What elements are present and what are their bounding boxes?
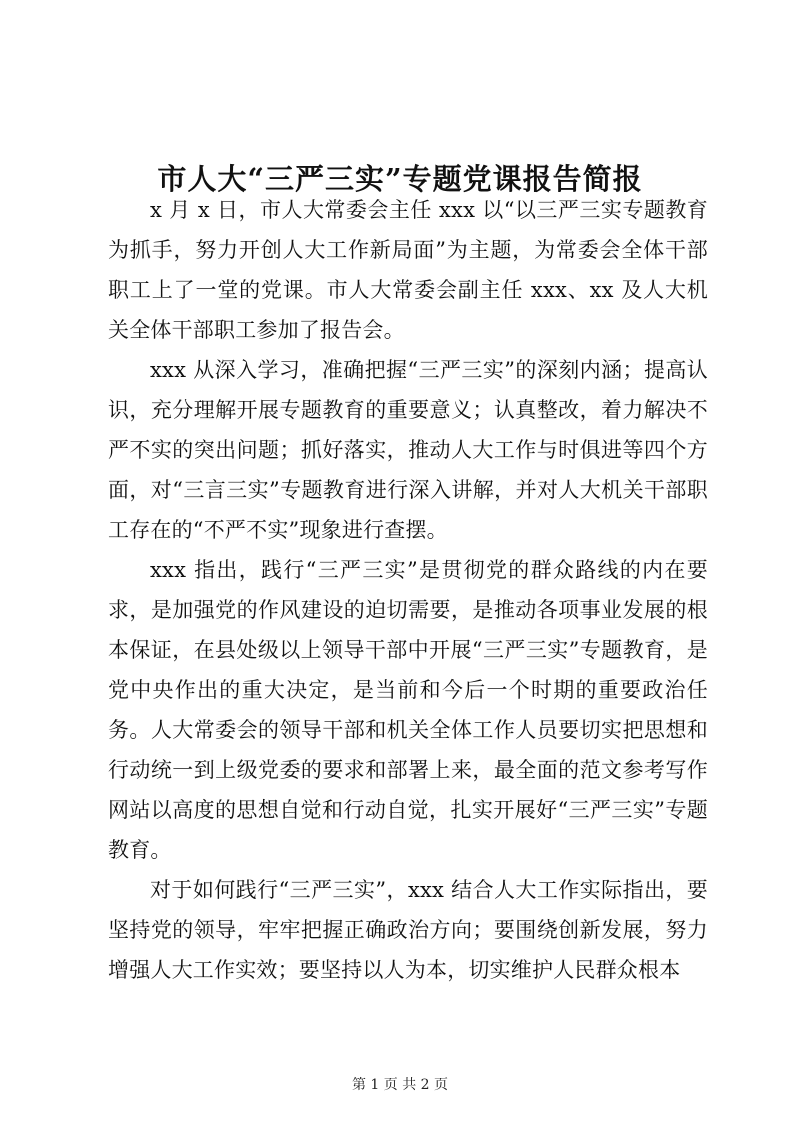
page-footer: 第 1 页 共 2 页 (351, 1077, 449, 1093)
paragraph-4: 对于如何践行“三严三实”，xxx 结合人大工作实际指出，要坚持党的领导，牢牢把握正确政治方向；要围绕创新发展，努力增强人大工作实效；要坚持以人为本，切实维护人民群众根本 (108, 878, 708, 982)
paragraph-3: xxx 指出，践行“三严三实”是贯彻党的群众路线的内在要求，是加强党的作风建设的迫切需要，是推动各项事业发展的根本保证，在县处级以上领导干部中开展“三严三实”专题教育，是党中央作出的重大决定，是当前和今后一个时期的重要政治任务。人大常委会的领导干部和机关全体工作人员要切实把思想和行动统一到上级党委的要求和部署上来，最全面的范文参考写作网站以高度的思想自觉和行动自觉，扎实开展好“三严三实”专题教育。 (108, 558, 708, 862)
document-body (108, 190, 708, 990)
paragraph-1: x 月 x 日，市人大常委会主任 xxx 以“以三严三实专题教育为抓手，努力开创人大工作新局面”为主题，为常委会全体干部职工上了一堂的党课。市人大常委会副主任 xxx、xx 及人大机关全体干部职工参加了报告会。 (108, 198, 708, 342)
paragraph-2: xxx 从深入学习，准确把握“三严三实”的深刻内涵；提高认识，充分理解开展专题教育的重要意义；认真整改，着力解决不严不实的突出问题；抓好落实，推动人大工作与时俱进等四个方面，对“三言三实”专题教育进行深入讲解，并对人大机关干部职工存在的“不严不实”现象进行查摆。 (108, 358, 708, 542)
document-title: 市人大“三严三实”专题党课报告简报 (157, 162, 643, 197)
